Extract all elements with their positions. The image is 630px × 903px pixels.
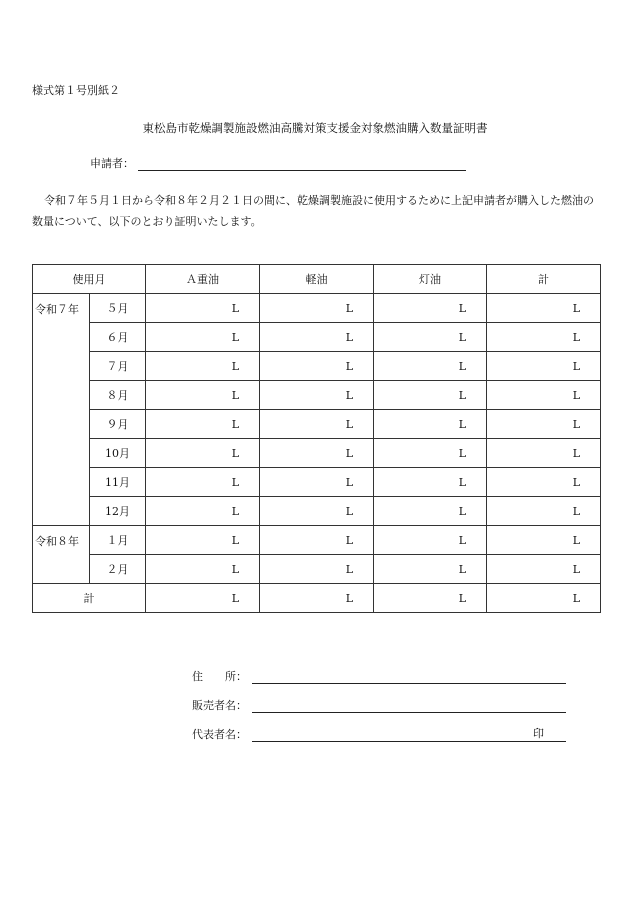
- a-heavy-oil-quantity-cell: L: [146, 352, 260, 381]
- total-light-oil-cell: L: [260, 584, 374, 613]
- seal-mark: 印: [533, 727, 544, 740]
- sum-quantity-cell: L: [487, 439, 601, 468]
- kerosene-quantity-cell: L: [374, 439, 487, 468]
- month-cell: 12月: [90, 497, 146, 526]
- seller-name-row: [192, 684, 566, 713]
- table-row: [33, 381, 601, 410]
- a-heavy-oil-quantity-cell: L: [146, 468, 260, 497]
- kerosene-quantity-cell: L: [374, 352, 487, 381]
- sum-quantity-cell: L: [487, 555, 601, 584]
- table-row: [33, 439, 601, 468]
- table-row: [33, 468, 601, 497]
- a-heavy-oil-quantity-cell: L: [146, 381, 260, 410]
- light-oil-quantity-cell: L: [260, 497, 374, 526]
- light-oil-quantity-cell: L: [260, 352, 374, 381]
- total-kerosene-cell: L: [374, 584, 487, 613]
- year-cell: 令和７年: [33, 294, 90, 526]
- month-cell: ６月: [90, 323, 146, 352]
- year-cell: 令和８年: [33, 526, 90, 584]
- certification-paragraph: 令和７年５月１日から令和８年２月２１日の間に、乾燥調製施設に使用するために上記申請者が購入した燃油の数量について、以下のとおり証明いたします。: [32, 194, 594, 228]
- representative-line: [252, 728, 566, 742]
- kerosene-quantity-cell: L: [374, 526, 487, 555]
- seller-certification-block: [192, 655, 566, 742]
- a-heavy-oil-quantity-cell: L: [146, 526, 260, 555]
- a-heavy-oil-quantity-cell: L: [146, 323, 260, 352]
- sum-quantity-cell: L: [487, 294, 601, 323]
- certification-text: [32, 190, 602, 232]
- address-label: 住 所：: [192, 670, 247, 683]
- address-line: [252, 670, 566, 684]
- month-cell: ２月: [90, 555, 146, 584]
- header-kerosene: 灯油: [374, 265, 487, 294]
- month-cell: １月: [90, 526, 146, 555]
- representative-label: 代表者名：: [192, 728, 247, 741]
- a-heavy-oil-quantity-cell: L: [146, 294, 260, 323]
- total-row-label: 計: [33, 584, 146, 613]
- a-heavy-oil-quantity-cell: L: [146, 439, 260, 468]
- kerosene-quantity-cell: L: [374, 410, 487, 439]
- table-row: [33, 323, 601, 352]
- table-row: [33, 555, 601, 584]
- table-total-row: [33, 584, 601, 613]
- kerosene-quantity-cell: L: [374, 468, 487, 497]
- sum-quantity-cell: L: [487, 352, 601, 381]
- month-cell: ８月: [90, 381, 146, 410]
- light-oil-quantity-cell: L: [260, 294, 374, 323]
- sum-quantity-cell: L: [487, 497, 601, 526]
- seller-address-row: [192, 655, 566, 684]
- header-light-oil: 軽油: [260, 265, 374, 294]
- applicant-signature-line: [138, 157, 466, 171]
- table-row: [33, 352, 601, 381]
- form-number: 様式第１号別紙２: [32, 84, 120, 97]
- table-row: [33, 294, 601, 323]
- sum-quantity-cell: L: [487, 323, 601, 352]
- a-heavy-oil-quantity-cell: L: [146, 410, 260, 439]
- light-oil-quantity-cell: L: [260, 439, 374, 468]
- applicant-field: [90, 155, 466, 171]
- light-oil-quantity-cell: L: [260, 468, 374, 497]
- sum-quantity-cell: L: [487, 526, 601, 555]
- total-sum-cell: L: [487, 584, 601, 613]
- kerosene-quantity-cell: L: [374, 294, 487, 323]
- total-a-heavy-oil-cell: L: [146, 584, 260, 613]
- light-oil-quantity-cell: L: [260, 323, 374, 352]
- header-total: 計: [487, 265, 601, 294]
- month-cell: ９月: [90, 410, 146, 439]
- seller-name-line: [252, 699, 566, 713]
- month-cell: ５月: [90, 294, 146, 323]
- header-a-heavy-oil: Ａ重油: [146, 265, 260, 294]
- light-oil-quantity-cell: L: [260, 526, 374, 555]
- kerosene-quantity-cell: L: [374, 555, 487, 584]
- table-row: [33, 410, 601, 439]
- kerosene-quantity-cell: L: [374, 381, 487, 410]
- light-oil-quantity-cell: L: [260, 381, 374, 410]
- sum-quantity-cell: L: [487, 468, 601, 497]
- seller-name-label: 販売者名：: [192, 699, 247, 712]
- table-row: [33, 526, 601, 555]
- document-title: 東松島市乾燥調製施設燃油高騰対策支援金対象燃油購入数量証明書: [142, 121, 488, 135]
- sum-quantity-cell: L: [487, 381, 601, 410]
- header-usage-month: 使用月: [33, 265, 146, 294]
- fuel-quantity-table: [32, 264, 601, 613]
- table-header-row: [33, 265, 601, 294]
- month-cell: ７月: [90, 352, 146, 381]
- month-cell: 11月: [90, 468, 146, 497]
- sum-quantity-cell: L: [487, 410, 601, 439]
- light-oil-quantity-cell: L: [260, 410, 374, 439]
- representative-row: [192, 713, 566, 742]
- a-heavy-oil-quantity-cell: L: [146, 555, 260, 584]
- kerosene-quantity-cell: L: [374, 497, 487, 526]
- applicant-label: 申請者：: [90, 157, 134, 170]
- table-row: [33, 497, 601, 526]
- month-cell: 10月: [90, 439, 146, 468]
- light-oil-quantity-cell: L: [260, 555, 374, 584]
- a-heavy-oil-quantity-cell: L: [146, 497, 260, 526]
- kerosene-quantity-cell: L: [374, 323, 487, 352]
